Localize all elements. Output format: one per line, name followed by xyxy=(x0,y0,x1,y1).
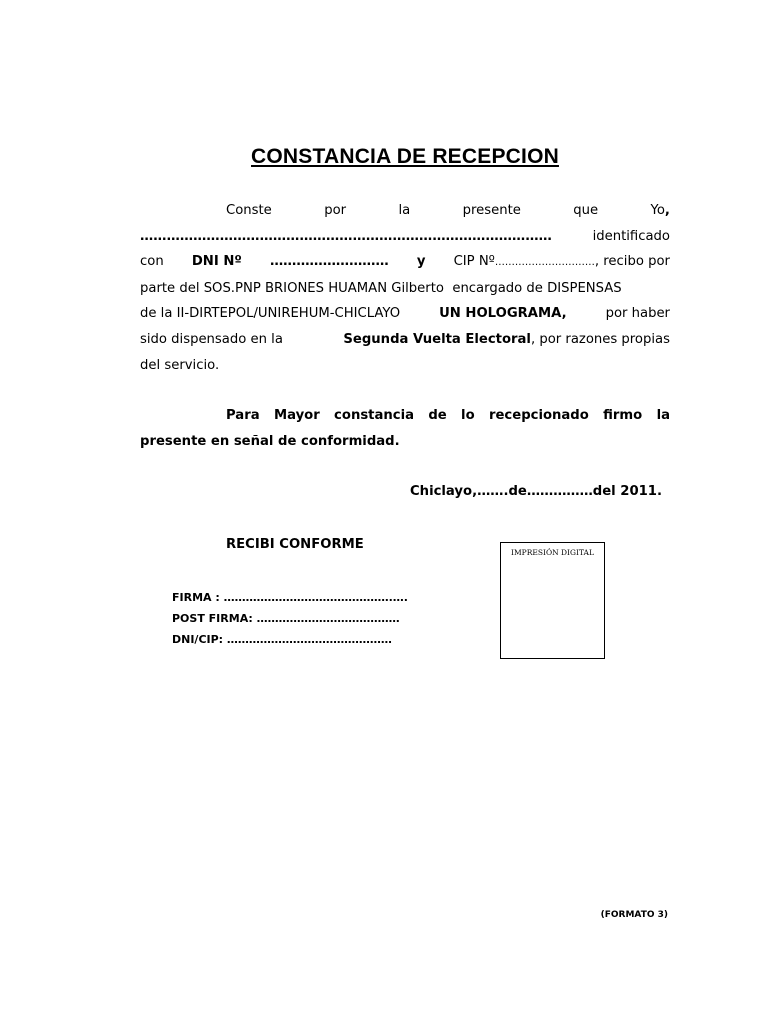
dni-cip-line: DNI/CIP: ……………………………………… xyxy=(172,633,392,646)
segunda-vuelta-text: Segunda Vuelta Electoral xyxy=(343,331,531,347)
word-identificado: identificado xyxy=(592,228,670,244)
word-y: y xyxy=(416,254,426,270)
name-blank: ………………………………………………………………………………… xyxy=(140,228,552,244)
recibi-conforme-label: RECIBI CONFORME xyxy=(226,537,364,552)
body-line-7: del servicio. xyxy=(140,357,220,373)
body-line-6: sido dispensado en la Segunda Vuelta Electoral, por razones propias xyxy=(140,327,670,353)
dni-line xyxy=(140,249,670,276)
name-line xyxy=(140,224,670,250)
closing-paragraph xyxy=(140,403,670,454)
word-con: con xyxy=(140,254,164,270)
firma-line: FIRMA : ……………………………………….…. xyxy=(172,591,408,604)
word-conste: Conste xyxy=(226,203,272,218)
cip-label: CIP Nº xyxy=(453,254,495,270)
cip-group xyxy=(454,249,670,276)
closing-text: Para Mayor constancia de lo recepcionado firmo la presente en señal de conformidad. xyxy=(140,408,670,449)
word-que: que xyxy=(573,203,599,218)
body-paragraph xyxy=(140,198,670,378)
holograma-text: UN HOLOGRAMA, xyxy=(439,306,567,322)
fingerprint-box xyxy=(500,542,605,659)
body-line-5: de la II-DIRTEPOL/UNIREHUM-CHICLAYO UN HOLOGRAMA, por haber xyxy=(140,301,670,327)
post-firma-line: POST FIRMA: ………………………………… xyxy=(172,612,400,625)
signature-block xyxy=(172,587,408,650)
word-yo: Yo, xyxy=(650,203,670,218)
dni-blank: ……………………… xyxy=(269,254,389,270)
word-la: la xyxy=(398,203,411,218)
fingerprint-label: IMPRESIÓN DIGITAL xyxy=(511,548,594,557)
segunda-vuelta-group: Segunda Vuelta Electoral, por razones propias xyxy=(343,331,670,347)
cip-blank: ………………………… xyxy=(494,257,595,269)
dni-label: DNI Nº xyxy=(191,254,242,270)
body-line-4: parte del SOS.PNP BRIONES HUAMAN Gilberto encargado de DISPENSAS xyxy=(140,280,622,296)
document-title: CONSTANCIA DE RECEPCION xyxy=(251,145,559,168)
word-presente: presente xyxy=(462,203,521,218)
format-label: (FORMATO 3) xyxy=(600,910,668,920)
body-first-line xyxy=(140,198,670,224)
word-por: por xyxy=(324,203,347,218)
recibo-por: , recibo por xyxy=(594,254,670,270)
date-line: Chiclayo,…….de……………del 2011. xyxy=(410,484,662,499)
